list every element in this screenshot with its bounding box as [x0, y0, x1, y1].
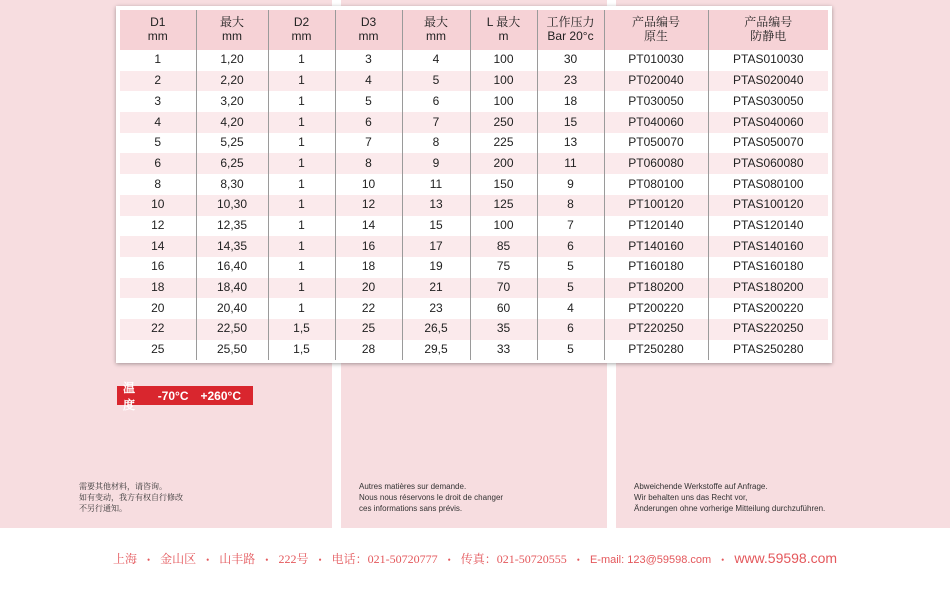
table-cell: 29,5: [402, 340, 470, 361]
table-cell: 6: [537, 236, 604, 257]
table-cell: PT250280: [604, 340, 708, 361]
column-header-title: 最大: [219, 15, 244, 30]
table-cell: 1: [268, 278, 335, 299]
table-cell: 1: [268, 91, 335, 112]
column-header-title: L 最大: [486, 15, 521, 30]
table-cell: PT200220: [604, 298, 708, 319]
table-row: [120, 133, 828, 154]
column-header: [708, 10, 828, 50]
table-cell: 1,5: [268, 319, 335, 340]
note-line: Nous nous réservons le droit de changer: [359, 493, 504, 502]
table-cell: 23: [402, 298, 470, 319]
table-cell: 1: [268, 50, 335, 71]
table-cell: 5: [120, 133, 196, 154]
footer-separator: •: [576, 555, 580, 566]
column-header: [335, 10, 402, 50]
table-cell: PTAS050070: [708, 133, 828, 154]
table-cell: 26,5: [402, 319, 470, 340]
table-cell: 20: [120, 298, 196, 319]
table-cell: 30: [537, 50, 604, 71]
spec-table: [120, 10, 828, 360]
footer-fax: 传真：021-50720555: [460, 552, 567, 566]
footer-city: 上海: [112, 552, 137, 566]
table-cell: 225: [470, 133, 537, 154]
table-cell: PTAS030050: [708, 91, 828, 112]
column-header: [470, 10, 537, 50]
table-row: [120, 71, 828, 92]
table-cell: PT140160: [604, 236, 708, 257]
temperature-max: +260°C: [200, 388, 241, 403]
table-cell: 28: [335, 340, 402, 361]
column-header: [196, 10, 268, 50]
column-header-title: D3: [360, 15, 377, 30]
table-cell: 100: [470, 216, 537, 237]
column-header: [604, 10, 708, 50]
table-cell: 18: [120, 278, 196, 299]
column-header-title: 产品编号: [744, 15, 793, 30]
table-cell: PTAS010030: [708, 50, 828, 71]
table-cell: 1: [120, 50, 196, 71]
table-cell: PT010030: [604, 50, 708, 71]
table-cell: PTAS040060: [708, 112, 828, 133]
table-cell: PT080100: [604, 174, 708, 195]
table-cell: 12: [335, 195, 402, 216]
contact-footer: [0, 550, 950, 567]
table-cell: 200: [470, 153, 537, 174]
footer-separator: •: [206, 555, 210, 566]
table-cell: 1: [268, 298, 335, 319]
table-cell: 21: [402, 278, 470, 299]
column-header-unit: m: [498, 29, 509, 43]
table-cell: PTAS120140: [708, 216, 828, 237]
table-cell: 1: [268, 112, 335, 133]
table-cell: PTAS020040: [708, 71, 828, 92]
footer-separator: •: [146, 555, 151, 566]
table-cell: 5: [537, 257, 604, 278]
table-cell: 6: [335, 112, 402, 133]
table-cell: PTAS250280: [708, 340, 828, 361]
column-header-title: 产品编号: [631, 15, 680, 30]
table-cell: 7: [335, 133, 402, 154]
column-header-unit: 原生: [643, 29, 668, 43]
table-cell: 150: [470, 174, 537, 195]
table-cell: 6,25: [196, 153, 268, 174]
table-cell: 7: [537, 216, 604, 237]
table-cell: 15: [402, 216, 470, 237]
table-cell: 20,40: [196, 298, 268, 319]
table-cell: 8,30: [196, 174, 268, 195]
column-header: [268, 10, 335, 50]
table-cell: 8: [402, 133, 470, 154]
table-cell: 11: [537, 153, 604, 174]
table-cell: 100: [470, 91, 537, 112]
note-line: ces informations sans prévis.: [359, 504, 463, 513]
table-cell: 6: [537, 319, 604, 340]
table-cell: 15: [537, 112, 604, 133]
table-row: [120, 112, 828, 133]
table-cell: 4,20: [196, 112, 268, 133]
note-chinese: [79, 481, 183, 514]
table-cell: 12: [120, 216, 196, 237]
table-cell: 10: [335, 174, 402, 195]
table-cell: 9: [402, 153, 470, 174]
table-cell: 6: [120, 153, 196, 174]
table-cell: 2,20: [196, 71, 268, 92]
table-cell: 13: [402, 195, 470, 216]
column-header-unit: mm: [222, 29, 242, 43]
table-cell: PTAS180200: [708, 278, 828, 299]
table-row: [120, 298, 828, 319]
table-cell: PTAS140160: [708, 236, 828, 257]
table-cell: 1: [268, 257, 335, 278]
table-cell: PT060080: [604, 153, 708, 174]
table-cell: 3: [120, 91, 196, 112]
table-cell: 1: [268, 216, 335, 237]
table-cell: 250: [470, 112, 537, 133]
column-header-unit: Bar 20°c: [547, 29, 594, 43]
note-line: 需要其他材料，请咨询。: [79, 482, 167, 491]
table-cell: 1: [268, 133, 335, 154]
table-cell: 25,50: [196, 340, 268, 361]
table-cell: 5: [335, 91, 402, 112]
table-cell: 11: [402, 174, 470, 195]
footer-separator: •: [447, 555, 451, 566]
temperature-badge: [117, 380, 253, 412]
table-cell: PTAS060080: [708, 153, 828, 174]
column-header-unit: mm: [358, 29, 379, 43]
column-header: [537, 10, 604, 50]
table-cell: 6: [402, 91, 470, 112]
table-cell: PTAS200220: [708, 298, 828, 319]
table-cell: 20: [335, 278, 402, 299]
table-cell: 10,30: [196, 195, 268, 216]
table-row: [120, 278, 828, 299]
table-cell: 8: [120, 174, 196, 195]
note-line: 不另行通知。: [79, 504, 127, 513]
column-header-unit: 防静电: [750, 29, 787, 43]
table-row: [120, 319, 828, 340]
table-cell: 25: [120, 340, 196, 361]
table-cell: 18: [537, 91, 604, 112]
table-cell: 14: [120, 236, 196, 257]
table-cell: 18,40: [196, 278, 268, 299]
table-cell: 5,25: [196, 133, 268, 154]
table-cell: 33: [470, 340, 537, 361]
note-line: Autres matières sur demande.: [359, 482, 467, 491]
footer-email[interactable]: E-mail: 123@59598.com: [589, 554, 712, 566]
table-cell: 18: [335, 257, 402, 278]
table-cell: 70: [470, 278, 537, 299]
table-cell: PT160180: [604, 257, 708, 278]
table-cell: 3,20: [196, 91, 268, 112]
table-cell: 16: [120, 257, 196, 278]
table-cell: 1: [268, 174, 335, 195]
table-cell: 2: [120, 71, 196, 92]
table-cell: 3: [335, 50, 402, 71]
footer-separator: •: [721, 555, 725, 566]
table-cell: 75: [470, 257, 537, 278]
table-cell: 14: [335, 216, 402, 237]
table-row: [120, 153, 828, 174]
table-cell: 1: [268, 236, 335, 257]
table-cell: 17: [402, 236, 470, 257]
table-cell: 35: [470, 319, 537, 340]
table-cell: PTAS100120: [708, 195, 828, 216]
note-line: Änderungen ohne vorherige Mitteilung durchzuführen.: [634, 504, 826, 513]
table-cell: 1,5: [268, 340, 335, 361]
column-header-unit: mm: [291, 29, 312, 43]
table-cell: PT020040: [604, 71, 708, 92]
note-german: [634, 481, 825, 514]
table-cell: 9: [537, 174, 604, 195]
column-header-unit: mm: [147, 29, 168, 43]
table-cell: 1: [268, 71, 335, 92]
table-cell: 8: [335, 153, 402, 174]
table-row: [120, 340, 828, 361]
column-header-unit: mm: [426, 29, 446, 43]
table-row: [120, 216, 828, 237]
table-cell: PT050070: [604, 133, 708, 154]
column-header-title: 工作压力: [546, 15, 595, 30]
table-cell: 16: [335, 236, 402, 257]
temperature-min: -70°C: [157, 388, 189, 403]
table-cell: 10: [120, 195, 196, 216]
table-cell: 5: [537, 278, 604, 299]
table-cell: 100: [470, 71, 537, 92]
footer-website-link[interactable]: www.59598.com: [734, 550, 838, 566]
table-cell: 13: [537, 133, 604, 154]
table-cell: PT100120: [604, 195, 708, 216]
note-french: [359, 481, 503, 514]
table-cell: 25: [335, 319, 402, 340]
table-row: [120, 50, 828, 71]
table-cell: PT040060: [604, 112, 708, 133]
table-cell: PT180200: [604, 278, 708, 299]
table-cell: 85: [470, 236, 537, 257]
table-cell: 16,40: [196, 257, 268, 278]
table-cell: 22,50: [196, 319, 268, 340]
table-cell: PT120140: [604, 216, 708, 237]
table-cell: 14,35: [196, 236, 268, 257]
table-cell: PTAS220250: [708, 319, 828, 340]
footer-number: 222号: [278, 552, 309, 566]
footer-district: 金山区: [160, 552, 197, 566]
note-line: Wir behalten uns das Recht vor,: [634, 493, 748, 502]
table-row: [120, 257, 828, 278]
table-row: [120, 91, 828, 112]
footer-separator: •: [265, 555, 269, 566]
table-row: [120, 174, 828, 195]
table-row: [120, 195, 828, 216]
table-cell: 100: [470, 50, 537, 71]
table-cell: 4: [120, 112, 196, 133]
table-cell: 125: [470, 195, 537, 216]
footer-road: 山丰路: [219, 552, 256, 566]
table-cell: 23: [537, 71, 604, 92]
table-cell: 5: [537, 340, 604, 361]
table-row: [120, 236, 828, 257]
note-line: Abweichende Werkstoffe auf Anfrage.: [634, 482, 768, 491]
table-cell: 12,35: [196, 216, 268, 237]
table-cell: 1: [268, 153, 335, 174]
temperature-label: 温度: [123, 380, 136, 412]
table-cell: 5: [402, 71, 470, 92]
table-cell: 19: [402, 257, 470, 278]
table-cell: 60: [470, 298, 537, 319]
column-header: [120, 10, 196, 50]
column-header-title: 最大: [423, 15, 448, 30]
table-cell: PTAS160180: [708, 257, 828, 278]
table-cell: PTAS080100: [708, 174, 828, 195]
spec-table-card: [116, 6, 832, 363]
table-cell: 22: [120, 319, 196, 340]
table-cell: 22: [335, 298, 402, 319]
note-line: 如有变动，我方有权自行修改: [79, 493, 183, 502]
column-header-title: D1: [150, 15, 166, 30]
table-cell: 1,20: [196, 50, 268, 71]
footer-separator: •: [318, 555, 322, 566]
table-cell: 4: [537, 298, 604, 319]
footer-phone: 电话：021-50720777: [331, 552, 438, 566]
column-header-title: D2: [293, 15, 310, 30]
table-cell: 4: [402, 50, 470, 71]
table-cell: 8: [537, 195, 604, 216]
table-cell: 1: [268, 195, 335, 216]
column-header: [402, 10, 470, 50]
table-cell: 4: [335, 71, 402, 92]
table-header-row: [120, 10, 828, 50]
table-cell: 7: [402, 112, 470, 133]
table-cell: PT220250: [604, 319, 708, 340]
table-cell: PT030050: [604, 91, 708, 112]
